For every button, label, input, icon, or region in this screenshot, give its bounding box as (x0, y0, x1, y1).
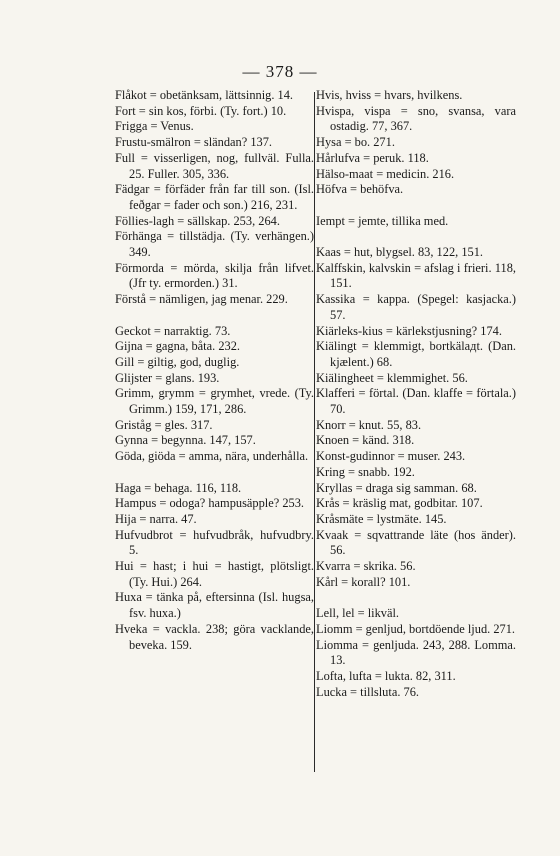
glossary-entry: Frustu-smälron = sländan? 137. (115, 135, 273, 150)
glossary-entry: Förmorda = mörda, skilja från lifvet. (Jfr ty. ermorden.) 31. (115, 260, 314, 291)
glossary-entry: Iempt = jemte, tillika med. (316, 213, 449, 228)
glossary-entry: Hvis, hviss = hvars, hvilkens. (316, 88, 463, 102)
glossary-entry: Gill = giltig, god, duglig. (115, 354, 240, 369)
glossary-entry: Föllies-lagh = sällskap. 253, 264. (115, 213, 280, 228)
glossary-entry: Flåkot = obetänksam, lättsinnig. 14. (115, 88, 294, 102)
glossary-entry: Full = visserligen, nog, fullväl. Fulla. 25. Fuller. 305, 336. (115, 150, 314, 181)
left-column (115, 88, 314, 653)
glossary-entry: Liomma = genljuda. 243, 288. Lomma. 13. (316, 637, 516, 668)
glossary-entry: Huxa = tänka på, eftersinna (Isl. hugsa, fsv. huxa.) (115, 590, 314, 621)
glossary-entry: Kryllas = draga sig samman. 68. (316, 480, 477, 495)
glossary-entry: Hveka = vackla. 238; göra vacklande, beveka. 159. (115, 621, 314, 652)
glossary-entry: Kassika = kappa. (Spegel: kasjacka.) 57. (316, 292, 516, 322)
glossary-entry: Hija = narra. 47. (115, 511, 197, 526)
glossary-entry: Höfva = behöfva. (316, 182, 404, 197)
glossary-entry: Hampus = odoga? hampusäpple? 253. (115, 496, 305, 511)
glossary-entry: Glijster = glans. 193. (115, 370, 220, 385)
glossary-entry: Kvarra = skrika. 56. (316, 559, 416, 574)
glossary-entry: Frigga = Venus. (115, 119, 194, 134)
glossary-entry: Krås = kräslig mat, godbitar. 107. (316, 496, 483, 511)
glossary-entry: Kiärleks-kius = kärlekstjusning? 174. (316, 323, 502, 338)
glossary-entry: Kring = snabb. 192. (316, 464, 415, 479)
entry-gap (316, 229, 516, 245)
glossary-entry: Kalffskin, kalvskin = afslag i frieri. 118, 151. (316, 260, 516, 291)
right-column (316, 88, 516, 700)
glossary-entry: Kiälingt = klemmigt, bortkälадt. (Dan. kjælent.) 68. (316, 339, 516, 369)
glossary-entry: Griståg = gles. 317. (115, 417, 213, 432)
glossary-entry: Gynna = begynna. 147, 157. (115, 433, 256, 448)
glossary-entry: Hvispa, vispa = sno, svansa, vara ostadig. 77, 367. (316, 103, 516, 134)
glossary-entry: Klafferi = förtal. (Dan. klaffe = förtala.) 70. (316, 386, 516, 417)
glossary-entry: Haga = behaga. 116, 118. (115, 480, 242, 495)
glossary-entry: Kaas = hut, blygsel. 83, 122, 151. (316, 245, 484, 259)
entry-gap (316, 590, 516, 606)
glossary-entry: Kvaak = sqvattrande läte (hos änder). 56. (316, 527, 516, 558)
glossary-entry: Knorr = knut. 55, 83. (316, 417, 422, 432)
glossary-entry: Hysa = bo. 271. (316, 135, 395, 150)
glossary-entry: Grimm, grymm = grymhet, vrede. (Ty. Grimm.) 159, 171, 286. (115, 386, 314, 417)
entry-gap (115, 465, 314, 481)
glossary-entry: Fort = sin kos, förbi. (Ty. fort.) 10. (115, 103, 287, 118)
glossary-entry: Knoen = känd. 318. (316, 433, 415, 448)
glossary-entry: Hårlufva = peruk. 118. (316, 150, 429, 165)
glossary-entry: Kårl = korall? 101. (316, 574, 411, 589)
glossary-entry: Kråsmäte = lystmäte. 145. (316, 511, 447, 526)
glossary-entry: Hälso-maat = medicin. 216. (316, 166, 455, 181)
glossary-entry: Konst-gudinnor = muser. 243. (316, 449, 466, 464)
glossary-entry: Liomm = genljud, bortdöende ljud. 271. (316, 621, 516, 636)
column-divider (314, 92, 315, 772)
glossary-entry: Lucka = tillsluta. 76. (316, 684, 419, 699)
glossary-entry: Fädgar = förfäder från far till son. (Isl. feðgar = fader och son.) 216, 231. (115, 182, 314, 212)
glossary-entry: Förhänga = tillstädja. (Ty. verhängen.) 349. (115, 229, 314, 260)
glossary-entry: Hufvudbrot = hufvudbråk, hufvudbry. 5. (115, 527, 314, 558)
glossary-entry: Lell, lel = likväl. (316, 606, 400, 621)
glossary-entry: Gijna = gagna, båta. 232. (115, 339, 241, 354)
entry-gap (316, 198, 516, 214)
glossary-entry: Geckot = narraktig. 73. (115, 323, 231, 338)
glossary-entry: Göda, giöda = amma, nära, underhålla. (115, 449, 309, 464)
page-number: — 378 — (242, 62, 318, 81)
glossary-entry: Kiälingheet = klemmighet. 56. (316, 370, 468, 385)
glossary-entry: Lofta, lufta = lukta. 82, 311. (316, 668, 456, 683)
glossary-entry: Förstå = nämligen, jag menar. 229. (115, 292, 288, 307)
entry-gap (115, 308, 314, 324)
glossary-entry: Hui = hast; i hui = hastigt, plötsligt. (Ty. Hui.) 264. (115, 559, 314, 589)
